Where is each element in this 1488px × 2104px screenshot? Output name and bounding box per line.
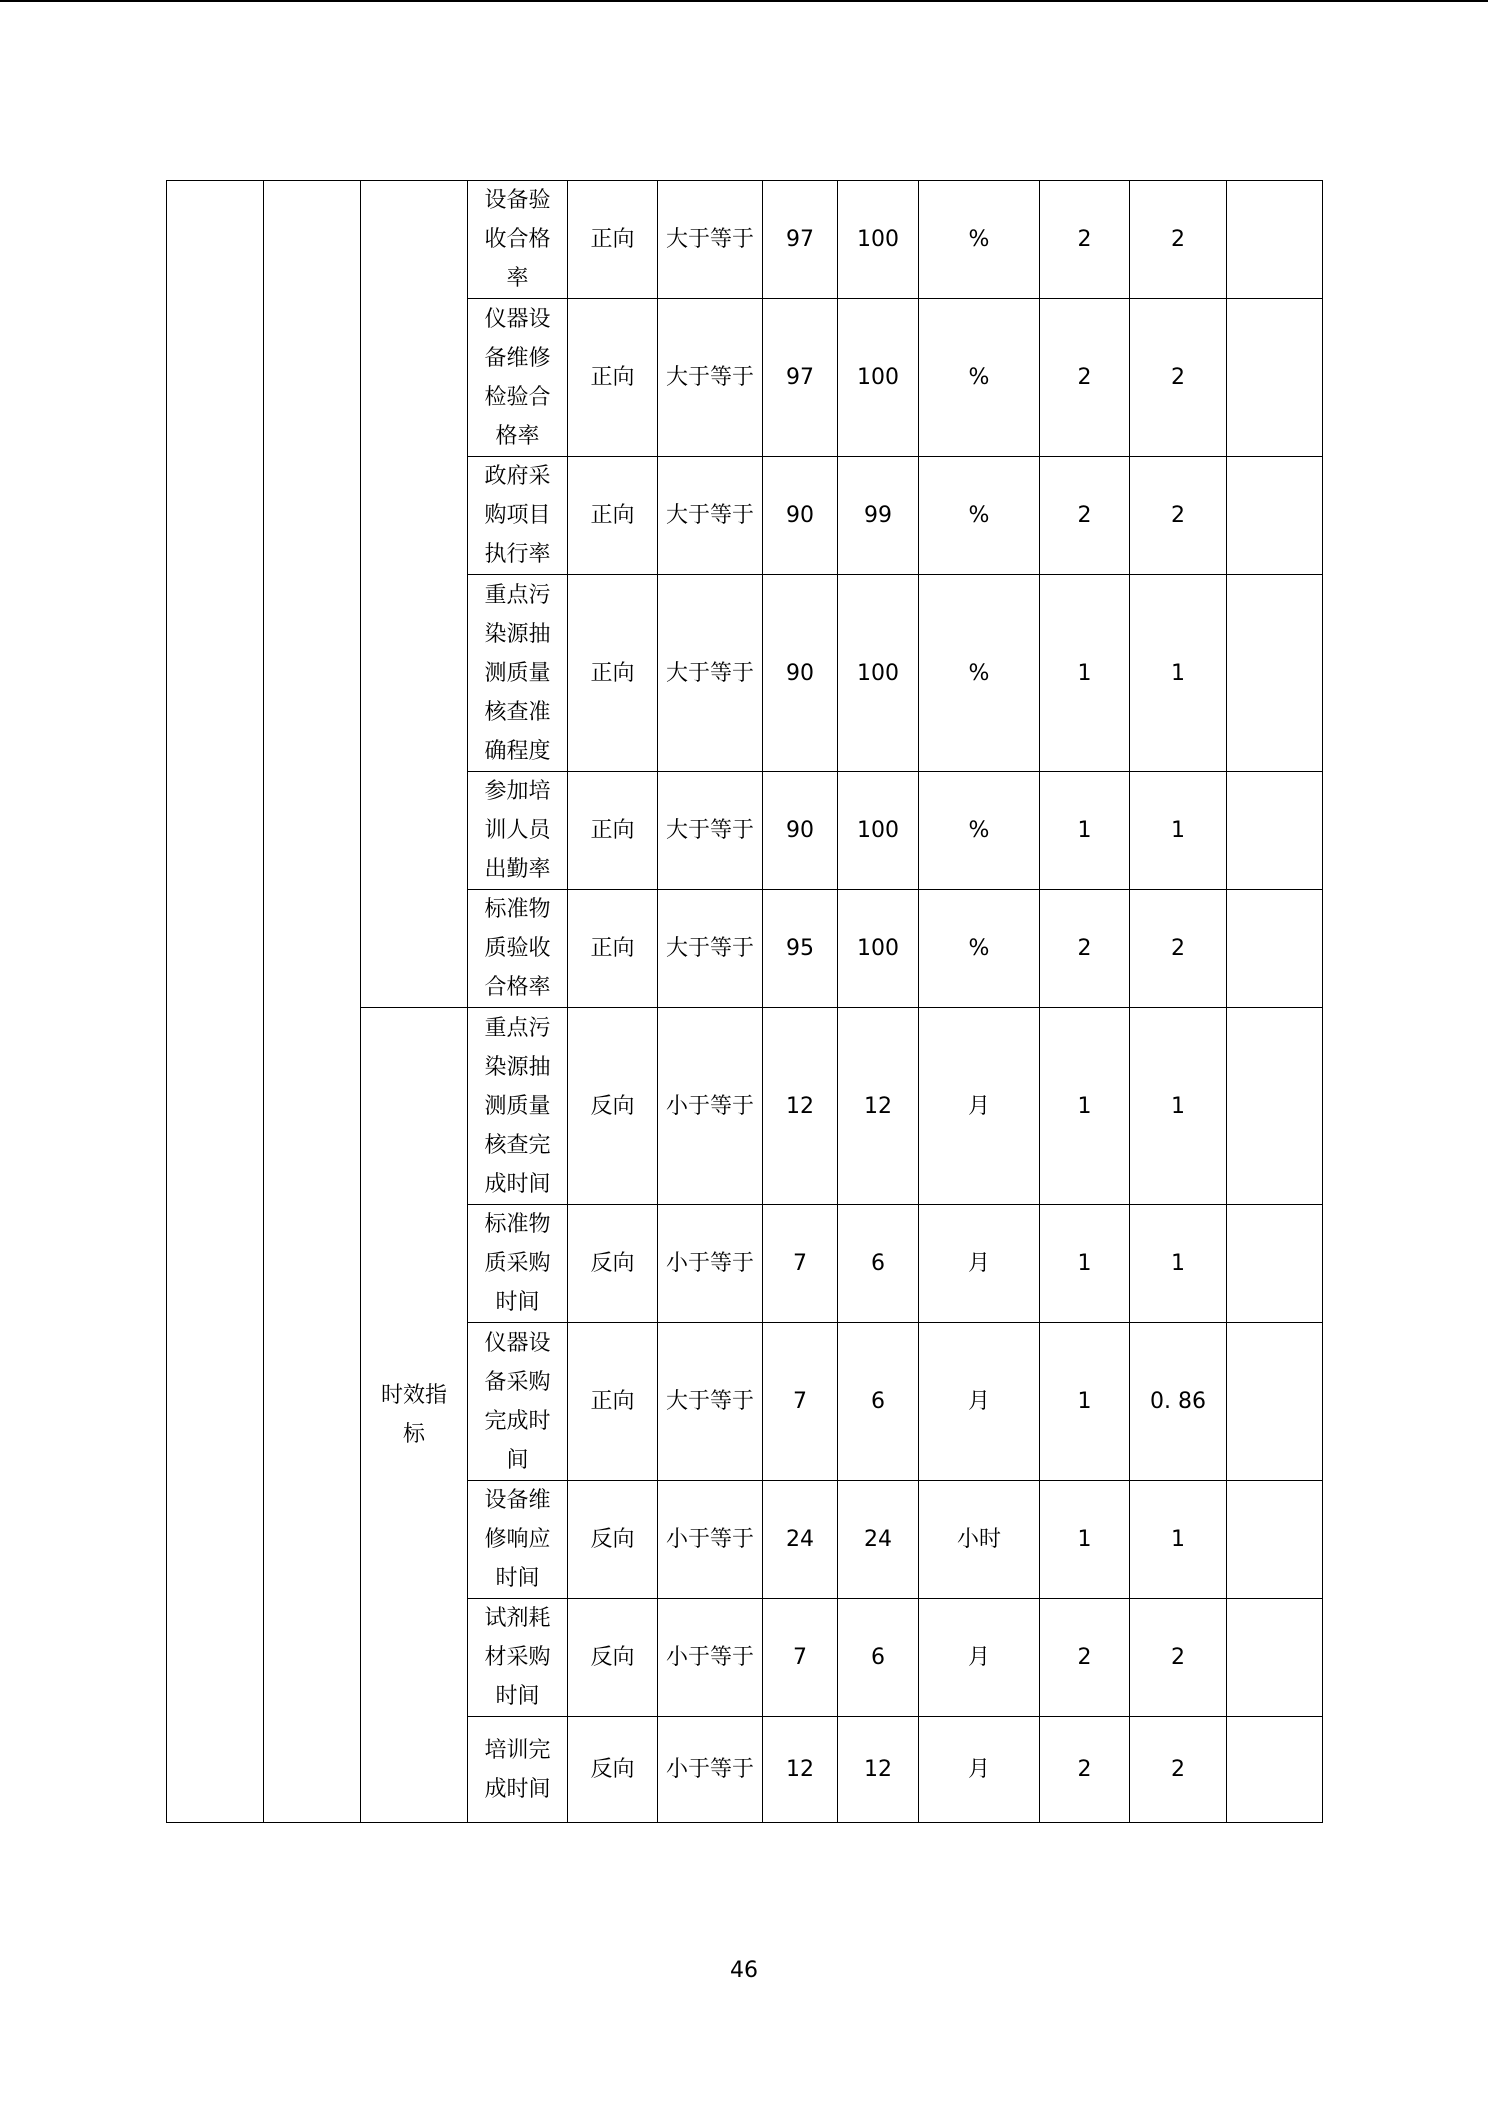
operator-cell: 小于等于	[658, 1008, 763, 1205]
actual-value-cell: 100	[838, 299, 919, 457]
operator-cell: 小于等于	[658, 1205, 763, 1323]
note-cell	[1227, 1205, 1323, 1323]
direction-cell: 反向	[568, 1599, 658, 1717]
target-value-cell: 90	[763, 575, 838, 772]
direction-cell: 反向	[568, 1481, 658, 1599]
direction-cell: 反向	[568, 1008, 658, 1205]
direction-cell: 反向	[568, 1205, 658, 1323]
target-value-cell: 97	[763, 181, 838, 299]
direction-cell: 正向	[568, 772, 658, 890]
weight-cell: 2	[1040, 181, 1130, 299]
score-cell: 1	[1130, 1205, 1227, 1323]
level-2-indicator-cell	[264, 181, 361, 1823]
timeliness-group-label: 时效指标	[361, 1008, 468, 1823]
score-cell: 1	[1130, 1008, 1227, 1205]
indicator-name-cell: 设备验收合格率	[468, 181, 568, 299]
actual-value-cell: 100	[838, 181, 919, 299]
actual-value-cell: 12	[838, 1717, 919, 1823]
operator-cell: 大于等于	[658, 299, 763, 457]
direction-cell: 正向	[568, 890, 658, 1008]
actual-value-cell: 100	[838, 575, 919, 772]
target-value-cell: 95	[763, 890, 838, 1008]
target-value-cell: 90	[763, 772, 838, 890]
note-cell	[1227, 299, 1323, 457]
note-cell	[1227, 575, 1323, 772]
target-value-cell: 97	[763, 299, 838, 457]
indicator-name-cell: 培训完成时间	[468, 1717, 568, 1823]
indicator-name-cell: 仪器设备维修检验合格率	[468, 299, 568, 457]
indicator-name-cell: 重点污染源抽测质量核查完成时间	[468, 1008, 568, 1205]
operator-cell: 小于等于	[658, 1717, 763, 1823]
score-cell: 2	[1130, 1717, 1227, 1823]
unit-cell: %	[919, 890, 1040, 1008]
unit-cell: 月	[919, 1599, 1040, 1717]
indicator-name-cell: 标准物质验收合格率	[468, 890, 568, 1008]
direction-cell: 正向	[568, 299, 658, 457]
weight-cell: 2	[1040, 457, 1130, 575]
target-value-cell: 90	[763, 457, 838, 575]
weight-cell: 1	[1040, 1008, 1130, 1205]
operator-cell: 大于等于	[658, 772, 763, 890]
note-cell	[1227, 1008, 1323, 1205]
actual-value-cell: 100	[838, 772, 919, 890]
operator-cell: 大于等于	[658, 181, 763, 299]
note-cell	[1227, 1717, 1323, 1823]
indicator-name-cell: 重点污染源抽测质量核查准确程度	[468, 575, 568, 772]
score-cell: 2	[1130, 1599, 1227, 1717]
unit-cell: %	[919, 575, 1040, 772]
target-value-cell: 12	[763, 1008, 838, 1205]
note-cell	[1227, 1481, 1323, 1599]
direction-cell: 正向	[568, 1323, 658, 1481]
actual-value-cell: 6	[838, 1323, 919, 1481]
score-cell: 2	[1130, 457, 1227, 575]
indicator-name-cell: 仪器设备采购完成时间	[468, 1323, 568, 1481]
top-border-line	[0, 0, 1488, 2]
target-value-cell: 7	[763, 1205, 838, 1323]
score-cell: 2	[1130, 299, 1227, 457]
direction-cell: 正向	[568, 181, 658, 299]
target-value-cell: 7	[763, 1599, 838, 1717]
note-cell	[1227, 1599, 1323, 1717]
actual-value-cell: 6	[838, 1599, 919, 1717]
actual-value-cell: 12	[838, 1008, 919, 1205]
indicator-name-cell: 政府采购项目执行率	[468, 457, 568, 575]
score-cell: 1	[1130, 772, 1227, 890]
level-1-indicator-cell	[167, 181, 264, 1823]
target-value-cell: 7	[763, 1323, 838, 1481]
indicator-name-cell: 参加培训人员出勤率	[468, 772, 568, 890]
indicator-name-cell: 试剂耗材采购时间	[468, 1599, 568, 1717]
weight-cell: 1	[1040, 772, 1130, 890]
score-cell: 2	[1130, 890, 1227, 1008]
unit-cell: 月	[919, 1008, 1040, 1205]
weight-cell: 2	[1040, 1717, 1130, 1823]
unit-cell: %	[919, 299, 1040, 457]
weight-cell: 1	[1040, 575, 1130, 772]
operator-cell: 小于等于	[658, 1599, 763, 1717]
score-cell: 1	[1130, 575, 1227, 772]
weight-cell: 1	[1040, 1205, 1130, 1323]
indicator-name-cell: 标准物质采购时间	[468, 1205, 568, 1323]
score-cell: 2	[1130, 181, 1227, 299]
target-value-cell: 24	[763, 1481, 838, 1599]
operator-cell: 大于等于	[658, 457, 763, 575]
operator-cell: 大于等于	[658, 890, 763, 1008]
note-cell	[1227, 181, 1323, 299]
target-value-cell: 12	[763, 1717, 838, 1823]
actual-value-cell: 99	[838, 457, 919, 575]
page-number: 46	[730, 1958, 758, 1983]
quality-group-cell	[361, 181, 468, 1008]
operator-cell: 小于等于	[658, 1481, 763, 1599]
unit-cell: 月	[919, 1205, 1040, 1323]
unit-cell: %	[919, 181, 1040, 299]
note-cell	[1227, 890, 1323, 1008]
unit-cell: 月	[919, 1717, 1040, 1823]
actual-value-cell: 100	[838, 890, 919, 1008]
operator-cell: 大于等于	[658, 575, 763, 772]
unit-cell: %	[919, 457, 1040, 575]
weight-cell: 1	[1040, 1481, 1130, 1599]
performance-indicator-table	[166, 180, 1323, 1823]
weight-cell: 2	[1040, 1599, 1130, 1717]
unit-cell: 月	[919, 1323, 1040, 1481]
direction-cell: 反向	[568, 1717, 658, 1823]
direction-cell: 正向	[568, 457, 658, 575]
table-row	[167, 181, 1323, 299]
score-cell: 0. 86	[1130, 1323, 1227, 1481]
weight-cell: 2	[1040, 299, 1130, 457]
operator-cell: 大于等于	[658, 1323, 763, 1481]
note-cell	[1227, 457, 1323, 575]
unit-cell: %	[919, 772, 1040, 890]
score-cell: 1	[1130, 1481, 1227, 1599]
actual-value-cell: 6	[838, 1205, 919, 1323]
note-cell	[1227, 1323, 1323, 1481]
weight-cell: 2	[1040, 890, 1130, 1008]
note-cell	[1227, 772, 1323, 890]
actual-value-cell: 24	[838, 1481, 919, 1599]
unit-cell: 小时	[919, 1481, 1040, 1599]
direction-cell: 正向	[568, 575, 658, 772]
weight-cell: 1	[1040, 1323, 1130, 1481]
indicator-name-cell: 设备维修响应时间	[468, 1481, 568, 1599]
